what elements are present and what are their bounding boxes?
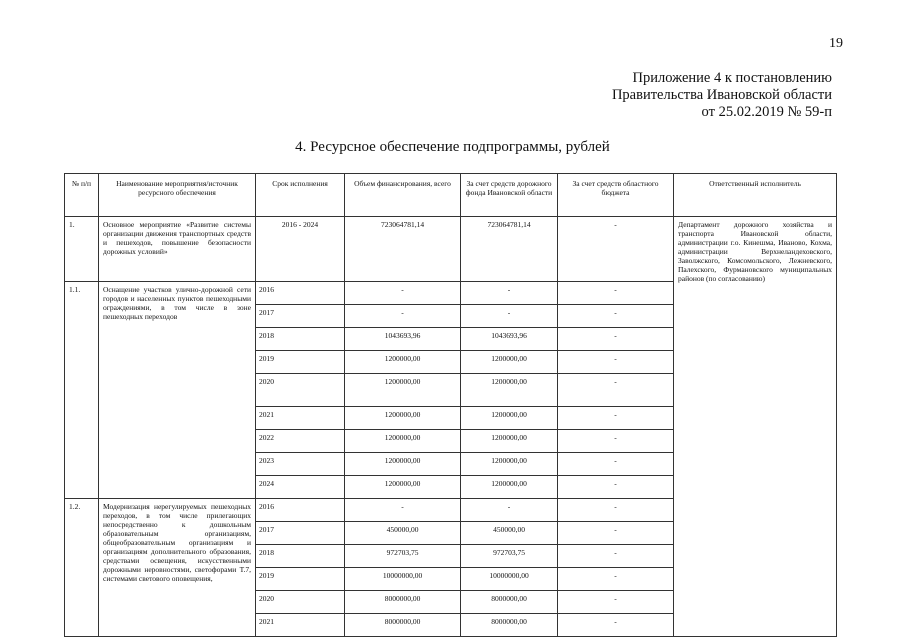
row-year: 2019 [256,568,345,591]
row-road-fund: - [461,499,558,522]
row-road-fund: 1200000,00 [461,351,558,374]
row-road-fund: 1200000,00 [461,476,558,499]
row-regional: - [558,430,674,453]
row-total: 1200000,00 [345,430,461,453]
row-total: 8000000,00 [345,614,461,637]
table-row [65,217,837,282]
col-header-name: Наименование мероприятия/источник ресурсного обеспечения [99,174,256,217]
row-total: 1200000,00 [345,351,461,374]
row-regional: - [558,217,674,282]
row-regional: - [558,453,674,476]
row-name: Оснащение участков улично-дорожной сети городов и населенных пунктов пешеходными ограждениями, в том числе в зоне пешеходных переходов [99,282,256,499]
row-year: 2020 [256,374,345,407]
row-period: 2016 - 2024 [256,217,345,282]
row-total: 10000000,00 [345,568,461,591]
row-total: 450000,00 [345,522,461,545]
row-regional: - [558,545,674,568]
row-regional: - [558,568,674,591]
row-year: 2024 [256,476,345,499]
row-year: 2020 [256,591,345,614]
row-road-fund: - [461,305,558,328]
row-regional: - [558,407,674,430]
row-road-fund: 1200000,00 [461,374,558,407]
row-total: 1200000,00 [345,453,461,476]
row-total: - [345,282,461,305]
header-line-2: Правительства Ивановской области [611,87,832,103]
row-total: 1200000,00 [345,476,461,499]
row-regional: - [558,591,674,614]
row-total: - [345,499,461,522]
row-year: 2018 [256,328,345,351]
row-name: Модернизация нерегулируемых пешеходных переходов, в том числе прилегающих непосредственно к дошкольным образовательным организациям, общеобразовательным организациям и организациям дополнительного образования, средствами освещения, искусственными дорожными неровностями, светофорами Т.7, системами светового оповещения, [99,499,256,637]
row-total: 972703,75 [345,545,461,568]
col-header-total: Объем финансирования, всего [345,174,461,217]
row-total: 1200000,00 [345,407,461,430]
row-road-fund: 1043693,96 [461,328,558,351]
col-header-executor: Ответственный исполнитель [674,174,837,217]
col-header-period: Срок исполнения [256,174,345,217]
row-total: - [345,305,461,328]
row-year: 2021 [256,407,345,430]
header-line-1: Приложение 4 к постановлению [632,70,832,86]
row-road-fund: 8000000,00 [461,614,558,637]
row-road-fund: 972703,75 [461,545,558,568]
row-road-fund: - [461,282,558,305]
row-total: 723064781,14 [345,217,461,282]
row-road-fund: 1200000,00 [461,430,558,453]
row-num: 1.2. [65,499,99,637]
row-road-fund: 1200000,00 [461,407,558,430]
row-total: 1200000,00 [345,374,461,407]
row-year: 2019 [256,351,345,374]
row-regional: - [558,476,674,499]
row-year: 2023 [256,453,345,476]
row-year: 2016 [256,499,345,522]
row-num: 1.1. [65,282,99,499]
row-regional: - [558,614,674,637]
row-name: Основное мероприятие «Развитие системы организации движения транспортных средств и пешеходов, повышение безопасности дорожных условий» [99,217,256,282]
row-road-fund: 450000,00 [461,522,558,545]
page-number: 19 [829,36,843,51]
row-year: 2022 [256,430,345,453]
row-regional: - [558,282,674,305]
row-total: 8000000,00 [345,591,461,614]
document-header [560,70,832,121]
row-year: 2021 [256,614,345,637]
col-header-regional: За счет средств областного бюджета [558,174,674,217]
row-regional: - [558,328,674,351]
row-regional: - [558,499,674,522]
header-line-3: от 25.02.2019 № 59-п [701,104,832,120]
row-executor: Департамент дорожного хозяйства и транспорта Ивановской области, администрации г.о. Кинешма, Иваново, Кохма, администрации Верхнеландеховского, Заволжского, Комсомольского, Лежневского, Палехского, Фурмановского муниципальных районов (по согласованию) [674,217,837,637]
col-header-num: № п/п [65,174,99,217]
page-title: 4. Ресурсное обеспечение подпрограммы, рублей [295,139,610,155]
resource-table [64,173,837,637]
row-year: 2017 [256,305,345,328]
row-regional: - [558,522,674,545]
row-num: 1. [65,217,99,282]
row-regional: - [558,374,674,407]
row-regional: - [558,305,674,328]
row-year: 2018 [256,545,345,568]
row-year: 2017 [256,522,345,545]
table-header-row [65,174,837,217]
row-road-fund: 1200000,00 [461,453,558,476]
col-header-road-fund: За счет средств дорожного фонда Ивановской области [461,174,558,217]
row-road-fund: 723064781,14 [461,217,558,282]
row-regional: - [558,351,674,374]
row-road-fund: 10000000,00 [461,568,558,591]
row-road-fund: 8000000,00 [461,591,558,614]
row-total: 1043693,96 [345,328,461,351]
row-year: 2016 [256,282,345,305]
